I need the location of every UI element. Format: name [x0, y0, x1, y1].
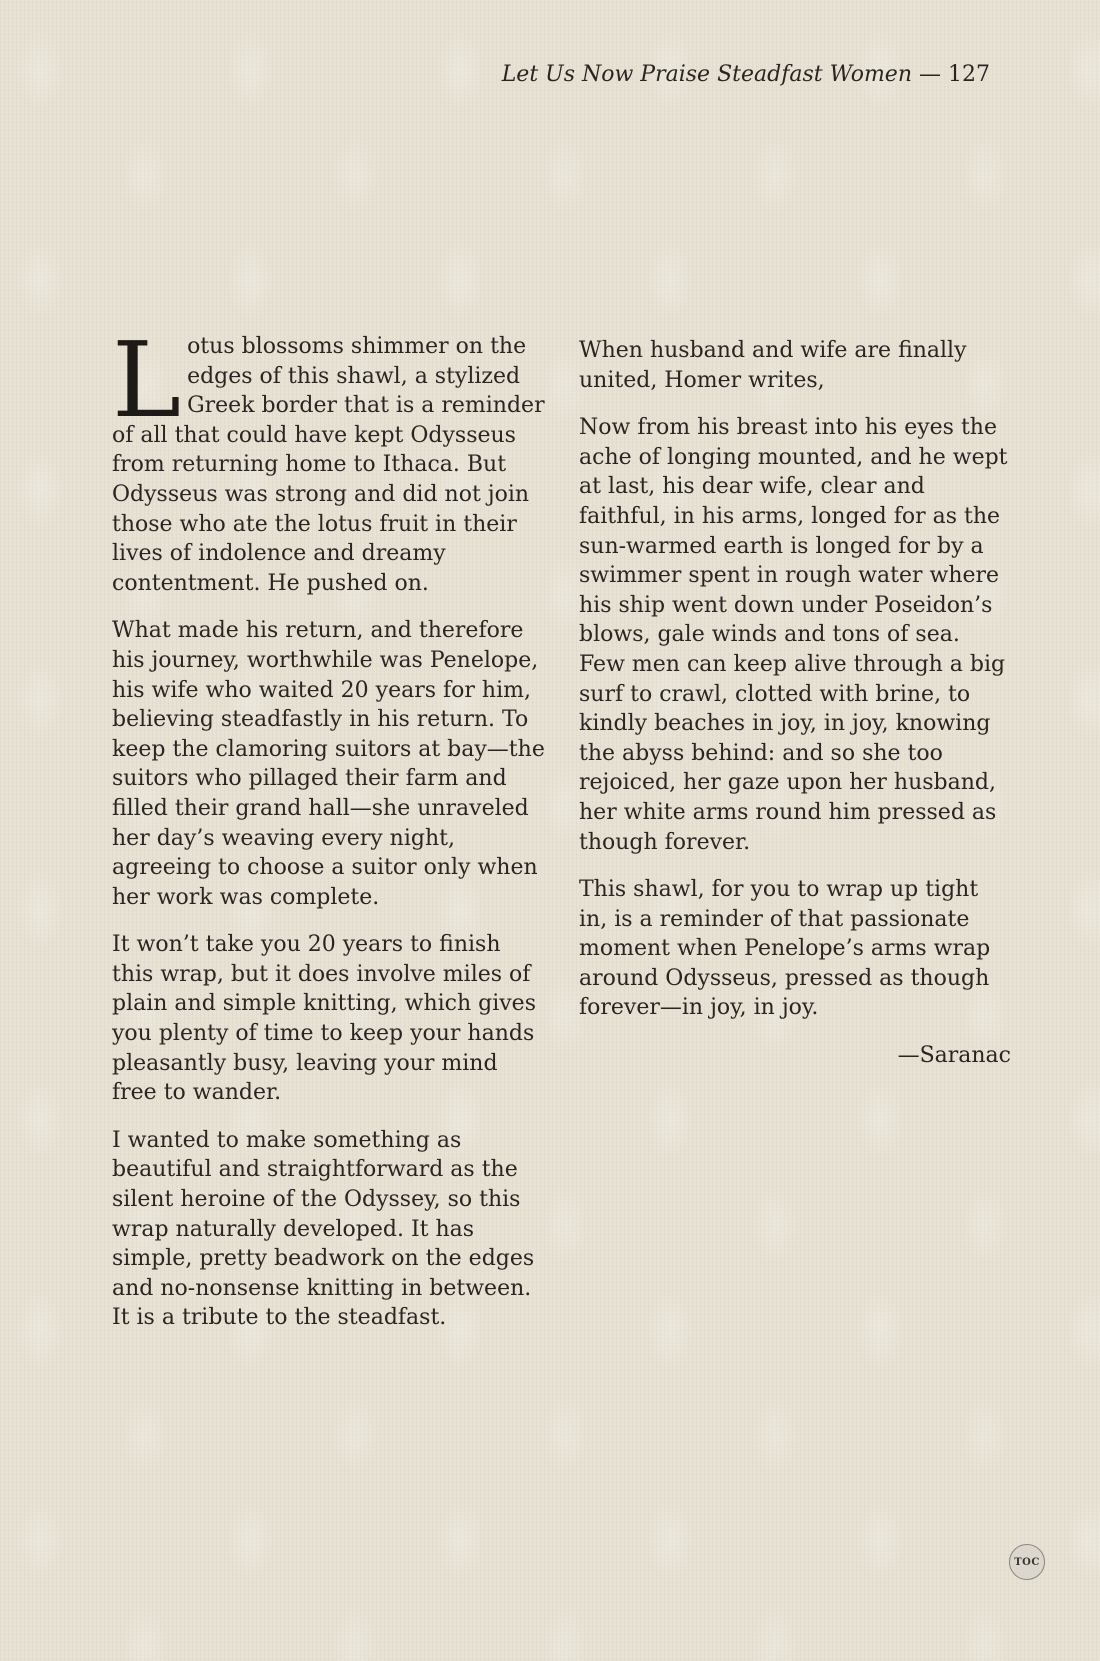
intro-paragraph	[112, 319, 548, 598]
header-separator: —	[912, 62, 948, 87]
quote-intro: When husband and wife are finally united, Homer writes,	[579, 338, 967, 393]
homer-quote: Now from his breast into his eyes the ache of longing mounted, and he wept at last, his dear wife, clear and faithful, in his arms, longed for as the sun-warmed earth is longed for by a swimmer spent in rough water where his ship went down under Poseidon’s blows, gale winds and tons of sea. Few men can keep alive through a big surf to crawl, clotted with brine, to kindly beaches in joy, in joy, knowing the abyss behind: and so she too rejoiced, her gaze upon her husband, her white arms round him pressed as though forever.	[579, 415, 1008, 855]
signature: —Saranac	[897, 1043, 1011, 1069]
left-column	[112, 319, 548, 1351]
intro-paragraph-text: otus blossoms shimmer on the edges of this shawl, a stylized Greek border that is a reminder of all that could have kept Odysseus from returning home to Ithaca. But Odysseus was strong and did not join those who ate the lotus fruit in their lives of indolence and dreamy contentment. He pushed on.	[112, 334, 545, 596]
toc-button[interactable]: TOC	[1009, 1544, 1045, 1580]
paragraph-tribute: I wanted to make something as beautiful and straightforward as the silent heroine of the Odyssey, so this wrap naturally developed. It has simple, pretty beadwork on the edges and no-nonsense knitting in between. It is a tribute to the steadfast.	[112, 1127, 535, 1331]
running-header	[502, 62, 990, 87]
right-column	[579, 336, 1011, 1089]
drop-cap: L	[112, 319, 182, 441]
paragraph-penelope: What made his return, and therefore his journey, worthwhile was Penelope, his wife who waited 20 years for him, believing steadfastly in his return. To keep the clamoring suitors at bay—the suitors who pillaged their farm and filled their grand hall—she unraveled her day’s weaving every night, agreeing to choose a suitor only when her work was complete.	[112, 618, 545, 910]
running-title: Let Us Now Praise Steadfast Women	[501, 62, 912, 87]
page-number: 127	[948, 62, 990, 87]
paragraph-wrap: It won’t take you 20 years to finish this wrap, but it does involve miles of plain and simple knitting, which gives you plenty of time to keep your hands pleasantly busy, leaving your mind free to wander.	[112, 932, 536, 1106]
closing-paragraph: This shawl, for you to wrap up tight in, is a reminder of that passionate moment when Penelope’s arms wrap around Odysseus, pressed as though forever—in joy, in joy.	[579, 877, 991, 1021]
